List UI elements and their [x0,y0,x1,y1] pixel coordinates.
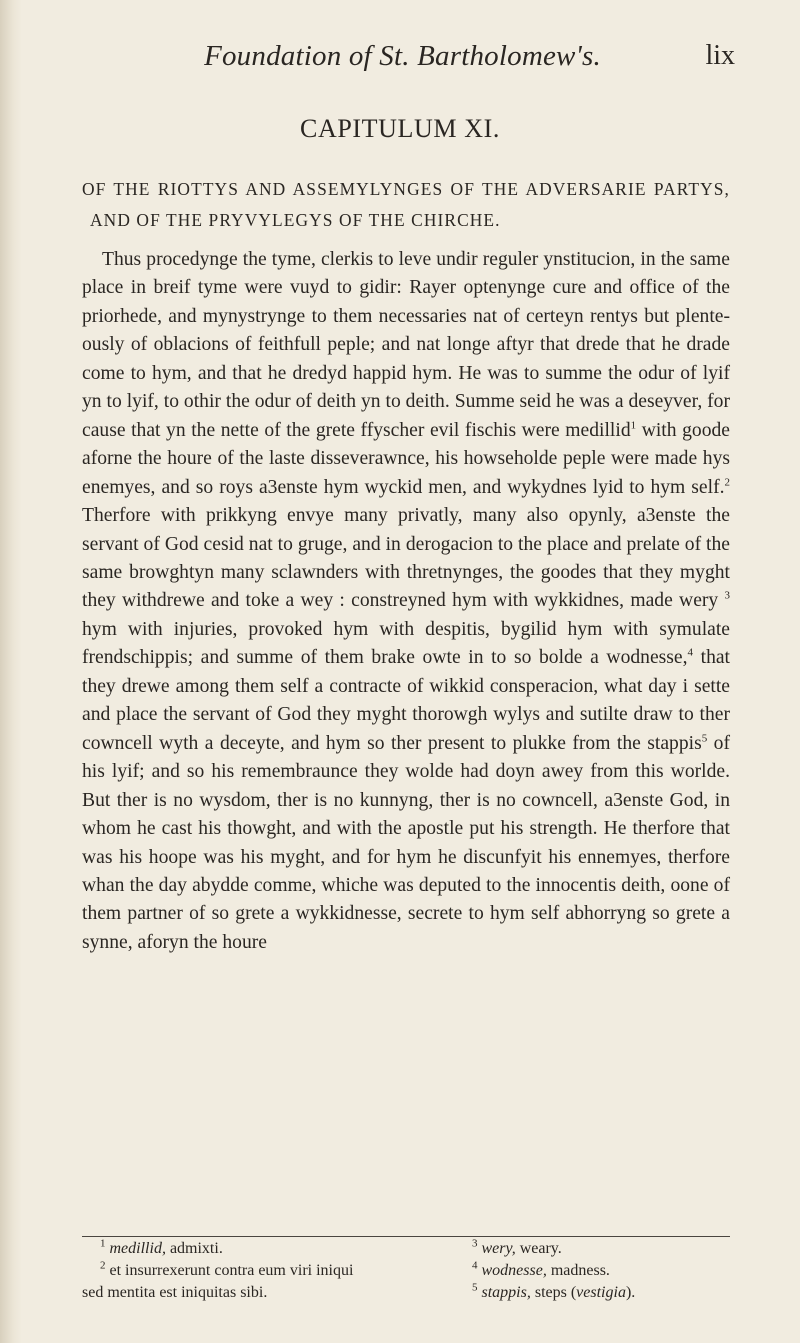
footnote-text: et insurrexerunt contra eum viri iniqui [105,1262,354,1279]
body-paragraph [82,246,730,957]
footnote-ref: 5 [701,732,708,745]
body-text: of his lyif; and so his remembraunce they wolde had doyn awey from this worlde. But ther is no wysdom, ther is no kunnyng, ther is no cowncell, a3enste God, in whom he cast his thowght, and with the apostle put his strength. He therfore that was his hoope was his myght, and for hym he discunfyit his ennemyes, therfore whan the day abydde comme, whiche was deputed to the innocentis deith, oone of them partner of so grete a wykkidnesse, secrete to hym self abhorryng so grete a synne, aforyn the houre [82,732,730,953]
footnote-latin: vestigia [576,1284,626,1301]
footnote-ref: 1 [630,419,637,432]
footnote-gloss-close: ). [625,1284,636,1301]
footnote-2-continued: sed mentita est iniquitas sibi. [82,1284,268,1301]
footnote-number: 1 [100,1237,106,1250]
page-number: lix [705,40,735,71]
body-text: hym with injuries, provoked hym with despitis, bygilid hym with symulate frendschippis; and summe of them brake owte in to so bolde a wodnesse, [82,618,730,669]
footnote-ref: 3 [724,589,730,602]
footnote-word: wodnesse, [481,1262,547,1279]
footnote-2 [82,1260,442,1282]
footnotes-left-column [82,1238,442,1304]
body-text: with goode aforne the houre of the laste disseverawnce, his howseholde peple were made hys enemyes, and so roys a3enste hym wyckid men, and wykydnes lyid to hym self. [82,419,731,498]
footnotes-right-column [472,1238,732,1304]
footnote-number: 5 [472,1281,478,1294]
chapter-heading: OF THE RIOTTYS AND ASSEMYLYNGES OF THE ADVERSARIE PARTYS, AND OF THE PRYVYLEGYS OF THE CHIRCHE. [82,179,730,230]
footnote-number: 3 [472,1237,478,1250]
footnote-rule [82,1236,730,1237]
footnote-word: medillid, [109,1240,166,1257]
footnote-ref: 2 [724,476,730,489]
page-gutter-shadow [0,0,22,1343]
footnote-3 [472,1238,732,1260]
footnote-gloss: admixti. [165,1240,223,1257]
footnote-gloss: weary. [515,1240,562,1257]
footnote-1 [82,1238,442,1260]
footnote-ref: 4 [687,646,694,659]
body-text: Thus procedynge the tyme, clerkis to leve undir reguler ynstitucion, in the same place in breif tyme were vuyd to gidir: Rayer optenynge cure and office of the priorhede, and mynystrynge to them necessaries nat of certeyn rentys but plenteously of oblacions of feithfull peple; and nat longe aftyr that drede that he drade come to hym, and that he dredyd happid hym. He was to summe the odur of lyif yn to lyif, to othir the odur of deith yn to deith. Summe seid he was a deseyver, for cause that yn the nette of the grete ffyscher evil fischis were medillid [82,249,730,441]
body-text: that they drewe among them self a contracte of wikkid consperacion, what day i sette and place the servant of God they myght thorowgh wylys and sutilte draw to ther cowncell wyth a deceyte, and hym so ther present to plukke from the stappis [82,647,731,754]
footnote-gloss: steps ( [530,1284,577,1301]
body-text: Therfore with prikkyng envye many privatly, many also opynly, a3enste the servant of God cesid nat to gruge, and in derogacion to the place and prelate of the same browghtyn many sclawnders with thretnynges, the goodes that they myght they withdrewe and toke a wey : constreyned hym with wykkidnes, made wery [82,505,730,612]
footnote-word: wery, [481,1240,516,1257]
chapter-title: CAPITULUM XI. [300,114,500,143]
footnote-5 [472,1282,732,1304]
footnote-word: stappis, [481,1284,531,1301]
running-head [70,40,735,80]
footnote-number: 2 [100,1259,106,1272]
footnote-number: 4 [472,1259,478,1272]
footnote-4 [472,1260,732,1282]
footnote-gloss: madness. [546,1262,610,1279]
running-title: Foundation of St. Bartholomew's. [204,40,601,72]
